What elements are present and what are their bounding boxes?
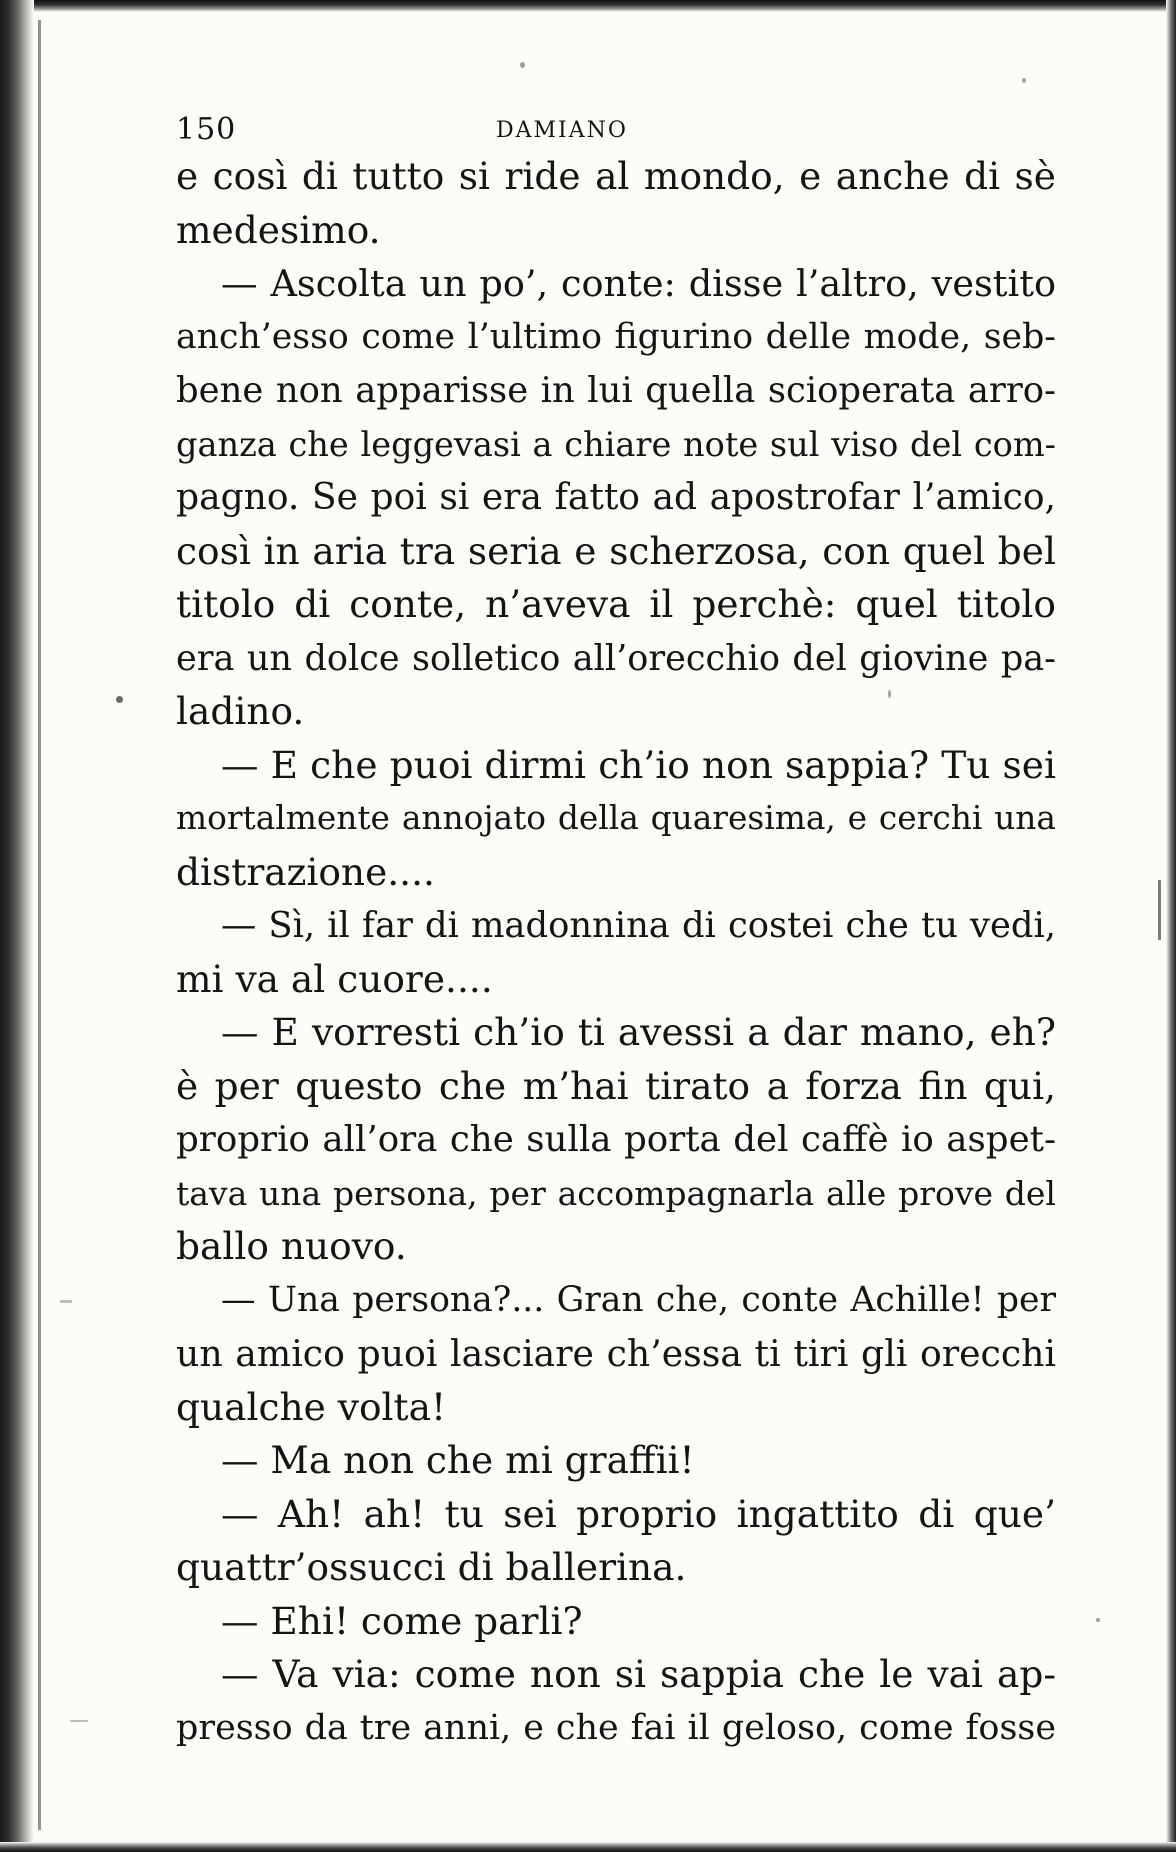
text-line: qualche volta!: [176, 1384, 447, 1429]
text-line: presso da tre anni, e che fai il geloso, come fosse: [176, 1707, 1056, 1748]
text-line: distrazione....: [176, 849, 435, 894]
text-line: quattr’ossucci di ballerina.: [176, 1545, 687, 1589]
page-top-edge: [0, 0, 1176, 12]
scan-speck: [70, 1720, 88, 1722]
text-line: e così di tutto si ride al mondo, e anche di sè: [176, 154, 1056, 198]
text-line: — Ascolta un po’, conte: disse l’altro, vestito: [221, 262, 1056, 305]
scan-speck: [1022, 78, 1026, 83]
text-line: — Ehi! come parli?: [221, 1598, 583, 1643]
text-line: mi va al cuore....: [176, 956, 493, 1001]
text-line: — Ah! ah! tu sei proprio ingattito di que’: [221, 1491, 1056, 1536]
text-line: tava una persona, per accompagnarla alle prove del: [176, 1173, 1056, 1213]
text-line: anch’esso come l’ultimo figurino delle mode, seb-: [176, 316, 1056, 357]
scan-speck: [1096, 1618, 1100, 1622]
text-line: — Va via: come non si sappia che le vai ap-: [221, 1652, 1056, 1696]
text-line: — E vorresti ch’io ti avessi a dar mano, eh?: [221, 1010, 1056, 1054]
text-line: ballo nuovo.: [176, 1224, 407, 1268]
text-line: medesimo.: [176, 207, 381, 252]
text-line: era un dolce solletico all’orecchio del giovine pa-: [176, 637, 1056, 679]
text-line: — Sì, il far di madonnina di costei che tu vedi,: [221, 905, 1056, 946]
text-line: è per questo che m’hai tirato a forza fin qui,: [176, 1063, 1056, 1108]
text-line: così in aria tra seria e scherzosa, con quel bel: [176, 528, 1056, 573]
text-line: un amico puoi lasciare ch’essa ti tiri gli orecchi: [176, 1332, 1056, 1375]
scan-speck: [60, 1300, 72, 1303]
scan-speck: [520, 62, 525, 68]
binding-shadow-line: [38, 20, 41, 1830]
text-line: — Una persona?... Gran che, conte Achille! per: [221, 1279, 1056, 1320]
running-title: DAMIANO: [496, 118, 628, 143]
text-line: ladino.: [176, 689, 305, 733]
text-line: — E che puoi dirmi ch’io non sappia? Tu sei: [221, 742, 1056, 787]
page-number: 150: [176, 112, 237, 147]
text-line: — Ma non che mi graffii!: [221, 1438, 695, 1482]
binding-edge: [0, 0, 34, 1852]
scan-speck: [1158, 880, 1161, 940]
text-line: proprio all’ora che sulla porta del caffè io aspet-: [176, 1119, 1056, 1160]
page-right-edge: [1166, 0, 1176, 1852]
text-line: ganza che leggevasi a chiare note sul viso del com-: [176, 424, 1056, 464]
text-line: bene non apparisse in lui quella scioperata arro-: [176, 370, 1056, 411]
text-line: titolo di conte, n’aveva il perchè: quel titolo: [176, 582, 1056, 626]
text-line: mortalmente annojato della quaresima, e cerchi una: [176, 799, 1056, 837]
scan-speck: [116, 696, 123, 703]
running-head: [176, 112, 696, 152]
body-text: [176, 150, 1056, 1755]
text-line: pagno. Se poi si era fatto ad apostrofar l’amico,: [176, 476, 1056, 518]
page-bottom-edge: [0, 1842, 1176, 1852]
